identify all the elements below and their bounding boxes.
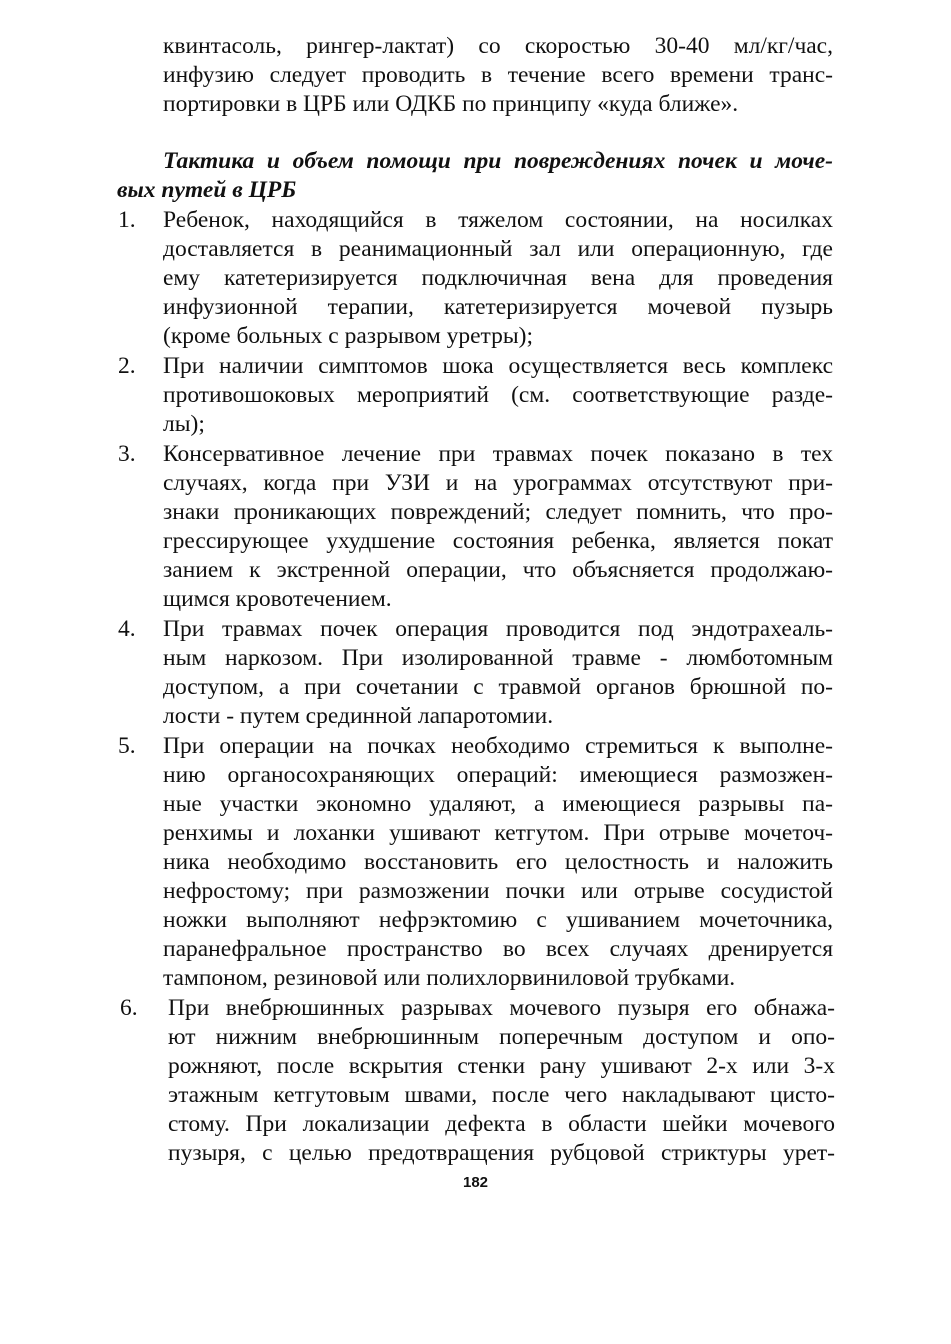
text-line: (кроме больных с разрывом уретры); (163, 323, 533, 349)
text-line: пузыря, с целью предотвращения рубцовой стриктуры урет- (168, 1140, 835, 1166)
text-line: ренхимы и лоханки ушивают кетгутом. При отрыве мочеточ- (163, 820, 833, 846)
text-line: лы); (163, 411, 205, 437)
list-item-number: 1. (118, 207, 136, 233)
text-line: доступом, а при сочетании с травмой органов брюшной по- (163, 674, 833, 700)
text-line: этажным кетгутовым швами, после чего накладывают цисто- (168, 1082, 835, 1108)
text-line: противошоковых мероприятий (см. соответствующие разде- (163, 382, 833, 408)
text-line: инфузионной терапии, катетеризируется мочевой пузырь (163, 294, 833, 320)
text-line: паранефральное пространство во всех случаях дренируется (163, 936, 833, 962)
list-item-number: 4. (118, 616, 136, 642)
text-line: Ребенок, находящийся в тяжелом состоянии, на носилках (163, 207, 833, 233)
text-line: инфузию следует проводить в течение всего времени транс- (163, 62, 833, 88)
text-line: ют нижним внебрюшинным поперечным доступом и опо- (168, 1024, 835, 1050)
text-line: знаки проникающих повреждений; следует помнить, что про- (163, 499, 833, 525)
text-line: лости - путем срединной лапаротомии. (163, 703, 554, 729)
text-line: грессирующее ухудшение состояния ребенка, является покат (163, 528, 833, 554)
text-line: При наличии симптомов шока осуществляется весь комплекс (163, 353, 833, 379)
list-item-number: 5. (118, 733, 136, 759)
text-line: случаях, когда при УЗИ и на урограммах отсутствуют при- (163, 470, 833, 496)
heading-line: вых путей в ЦРБ (117, 177, 297, 203)
text-line: рожняют, после вскрытия стенки рану ушивают 2-х или 3-х (168, 1053, 835, 1079)
heading-line: Тактика и объем помощи при повреждениях почек и моче- (163, 148, 833, 174)
text-line: При травмах почек операция проводится под эндотрахеаль- (163, 616, 833, 642)
text-line: занием к экстренной операции, что объясняется продолжаю- (163, 557, 833, 583)
text-line: Консервативное лечение при травмах почек показано в тех (163, 441, 833, 467)
text-line: портировки в ЦРБ или ОДКБ по принципу «куда ближе». (163, 91, 739, 117)
list-item-number: 6. (120, 995, 138, 1021)
text-line: ему катетеризируется подключичная вена для проведения (163, 265, 833, 291)
text-line: квинтасоль, рингер-лактат) со скоростью 30-40 мл/кг/час, (163, 33, 833, 59)
list-item-number: 3. (118, 441, 136, 467)
text-line: ножки выполняют нефрэктомию с ушиванием мочеточника, (163, 907, 833, 933)
text-line: ника необходимо восстановить его целостность и наложить (163, 849, 833, 875)
text-line: ным наркозом. При изолированной травме - люмботомным (163, 645, 833, 671)
text-line: При операции на почках необходимо стремиться к выполне- (163, 733, 833, 759)
text-line: тампоном, резиновой или полихлорвиниловой трубками. (163, 965, 736, 991)
text-line: щимся кровотечением. (163, 586, 392, 612)
list-item-number: 2. (118, 353, 136, 379)
page-number: 182 (462, 1174, 489, 1191)
text-line: доставляется в реанимационный зал или операционную, где (163, 236, 833, 262)
text-line: нию органосохраняющих операций: имеющиеся размозжен- (163, 762, 833, 788)
text-line: ные участки экономно удаляют, а имеющиеся разрывы па- (163, 791, 833, 817)
text-line: нефростому; при размозжении почки или отрыве сосудистой (163, 878, 833, 904)
text-line: стому. При локализации дефекта в области шейки мочевого (168, 1111, 835, 1137)
text-line: При внебрюшинных разрывах мочевого пузыря его обнажа- (168, 995, 835, 1021)
